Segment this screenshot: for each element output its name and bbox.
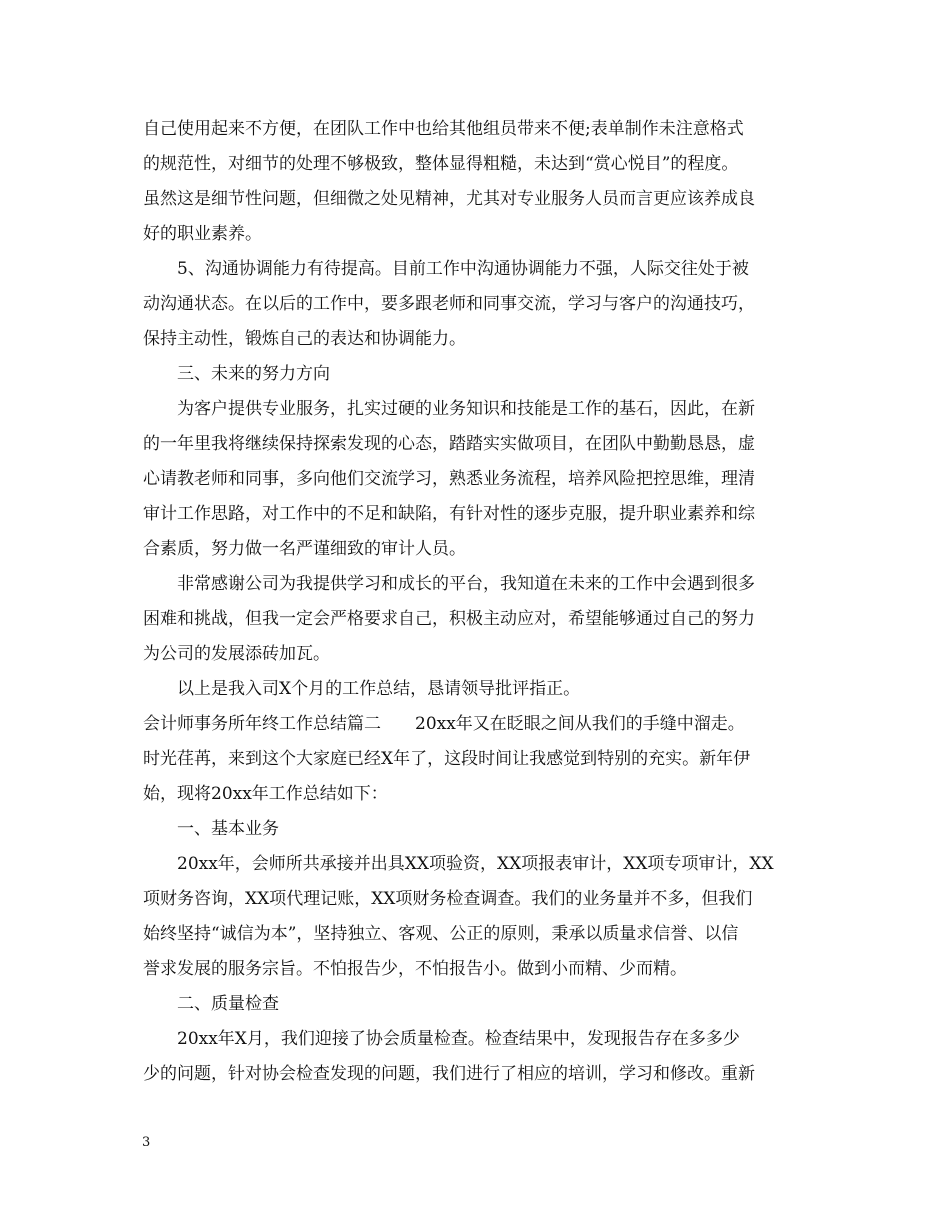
text-line: 动沟通状态。在以后的工作中，要多跟老师和同事交流，学习与客户的沟通技巧， bbox=[143, 294, 755, 314]
text-line: 20xx年X月，我们迎接了协会质量检查。检查结果中，发现报告存在多多少 bbox=[177, 1029, 740, 1049]
text-line: 自己使用起来不方便，在团队工作中也给其他组员带来不便;表单制作未注意格式 bbox=[143, 119, 744, 139]
text-line: 保持主动性，锻炼自己的表达和协调能力。 bbox=[143, 329, 466, 349]
section-heading: 二、质量检查 bbox=[177, 994, 279, 1014]
text-line: 合素质，努力做一名严谨细致的审计人员。 bbox=[143, 539, 466, 559]
text-line: 20xx年，会师所共承接并出具XX项验资，XX项报表审计，XX项专项审计，XX bbox=[177, 854, 774, 874]
text-line: 的一年里我将继续保持探索发现的心态，踏踏实实做项目，在团队中勤勤恳恳，虚 bbox=[143, 434, 755, 454]
section-heading: 三、未来的努力方向 bbox=[177, 364, 330, 384]
text-line: 以上是我入司X个月的工作总结，恳请领导批评指正。 bbox=[177, 679, 581, 699]
text-line: 审计工作思路，对工作中的不足和缺陷，有针对性的逐步克服，提升职业素养和综 bbox=[143, 504, 755, 524]
text-line: 项财务咨询，XX项代理记账，XX项财务检查调查。我们的业务量并不多，但我们 bbox=[143, 889, 753, 909]
text-line: 困难和挑战，但我一定会严格要求自己，积极主动应对，希望能够通过自己的努力 bbox=[143, 609, 755, 629]
page-number: 3 bbox=[142, 1135, 151, 1150]
text-line: 非常感谢公司为我提供学习和成长的平台，我知道在未来的工作中会遇到很多 bbox=[177, 574, 755, 594]
text-line: 时光荏苒，来到这个大家庭已经X年了，这段时间让我感觉到特别的充实。新年伊 bbox=[143, 749, 751, 769]
text-line: 好的职业素养。 bbox=[143, 224, 262, 244]
text-line: 心请教老师和同事，多向他们交流学习，熟悉业务流程，培养风险把控思维，理清 bbox=[143, 469, 755, 489]
text-line: 始，现将20xx年工作总结如下： bbox=[143, 784, 388, 804]
text-line: 虽然这是细节性问题，但细微之处见精神，尤其对专业服务人员而言更应该养成良 bbox=[143, 189, 755, 209]
text-line: 始终坚持“诚信为本”，坚持独立、客观、公正的原则，秉承以质量求信誉、以信 bbox=[143, 924, 739, 944]
text-line: 为公司的发展添砖加瓦。 bbox=[143, 644, 330, 664]
text-line: 少的问题，针对协会检查发现的问题，我们进行了相应的培训，学习和修改。重新 bbox=[143, 1064, 755, 1084]
section-heading: 一、基本业务 bbox=[177, 819, 279, 839]
text-line: 会计师事务所年终工作总结篇二 20xx年又在眨眼之间从我们的手缝中溜走。 bbox=[143, 714, 745, 734]
text-line: 誉求发展的服务宗旨。不怕报告少，不怕报告小。做到小而精、少而精。 bbox=[143, 959, 687, 979]
text-line: 的规范性，对细节的处理不够极致，整体显得粗糙，未达到“赏心悦目”的程度。 bbox=[143, 154, 739, 174]
text-line: 5、沟通协调能力有待提高。目前工作中沟通协调能力不强，人际交往处于被 bbox=[177, 259, 749, 279]
text-line: 为客户提供专业服务，扎实过硬的业务知识和技能是工作的基石，因此，在新 bbox=[177, 399, 755, 419]
